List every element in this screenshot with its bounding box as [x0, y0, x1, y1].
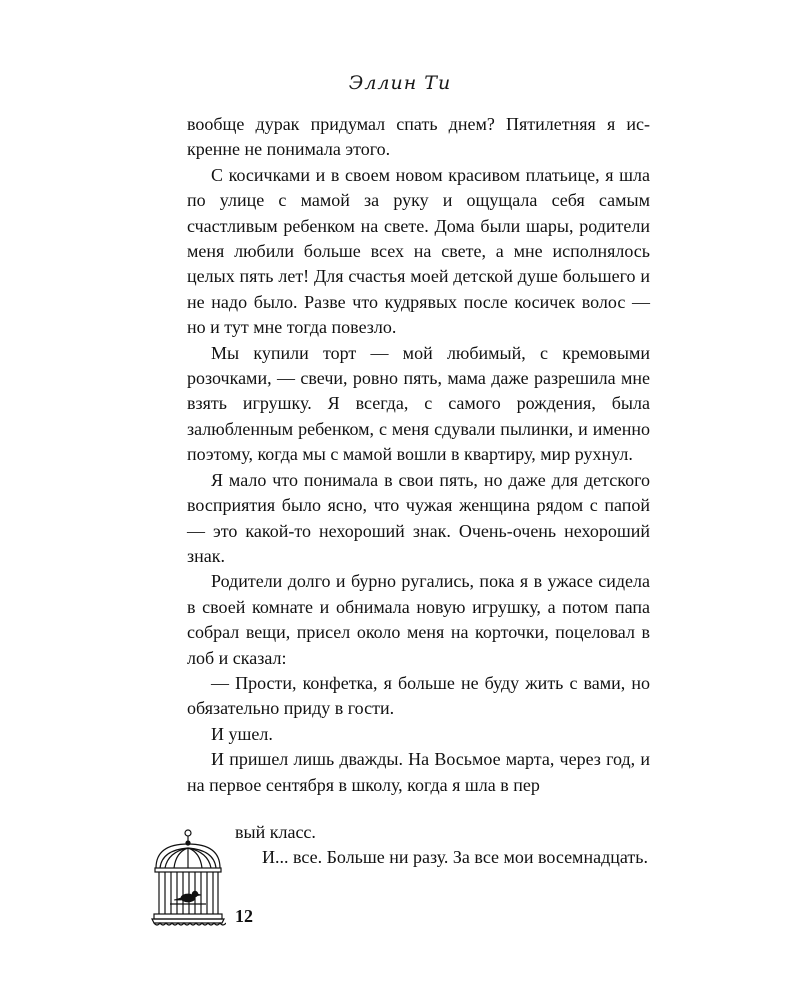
paragraph-8: И пришел лишь дважды. На Восьмое марта, через год, и на первое сентября в школу, когда я шла в пер	[187, 749, 650, 795]
paragraph-9: И... все. Больше ни разу. За все мои восемнадцать.	[262, 847, 648, 868]
wrapped-text	[235, 820, 650, 871]
paragraph-6-dialogue: — Прости, конфетка, я больше не буду жить с вами, но обязательно приду в гости.	[187, 672, 650, 719]
running-title: Эллин Ти	[348, 72, 452, 94]
paragraph-7: И ушел.	[211, 723, 273, 744]
paragraph-2: С косичками и в своем новом красивом платьице, я шла по улице с мамой за руку и ощущала себя самым счастливым ребенком на свете. Дома были шары, родители меня любили больше всех на свете, а мне исполнялось целых пять лет! Для счастья моей детской душе большего и не надо было. Разве что кудрявых после косичек волос — но и тут мне тогда повезло.	[187, 164, 650, 338]
paragraph-5: Родители долго и бурно ругались, пока я в ужасе сидела в своей комнате и обнимала новую игрушку, а потом папа собрал вещи, присел около меня на корточки, поцеловал в лоб и сказал:	[187, 571, 650, 668]
paragraph-1: вообще дурак придумал спать днем? Пятилетняя я искренне не понимала этого.	[187, 114, 650, 160]
birdcage-icon	[150, 828, 226, 928]
paragraph-3: Мы купили торт — мой любимый, с кремовыми розочками, — свечи, ровно пять, мама даже разрешила мне взять игрушку. Я всегда, с самого рождения, была залюбленным ребенком, с меня сдували пылинки, и именно поэтому, когда мы с мамой вошли в квартиру, мир рухнул.	[187, 342, 650, 465]
page-number: 12	[235, 906, 253, 926]
paragraph-4: Я мало что понимала в свои пять, но даже для детского восприятия было ясно, что чужая женщина рядом с папой — это какой-то нехороший знак. Очень-очень нехороший знак.	[187, 469, 650, 566]
paragraph-8-continued: вый класс.	[235, 822, 316, 842]
body-text	[187, 112, 650, 798]
